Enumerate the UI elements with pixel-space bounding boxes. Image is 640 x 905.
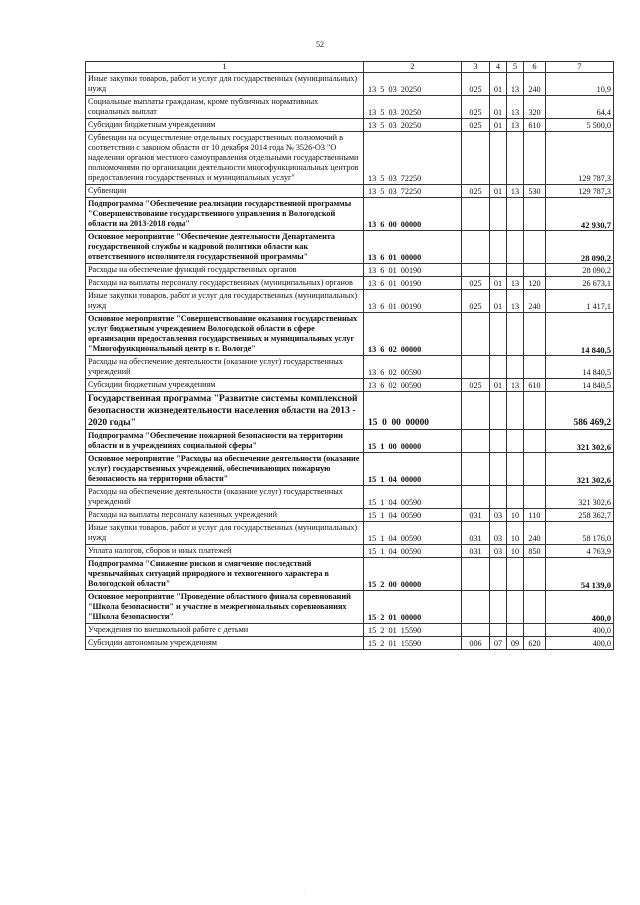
- row-name: Расходы на обеспечение деятельности (оказание услуг) государственных учреждений: [86, 486, 364, 509]
- row-expense-type: [524, 430, 546, 453]
- row-amount: 400,0: [546, 624, 614, 637]
- row-code: 15 2 00 00000: [364, 558, 462, 591]
- row-expense-type: [524, 132, 546, 185]
- row-subsection: [507, 132, 524, 185]
- table-row: [86, 96, 614, 119]
- table-row: [86, 545, 614, 558]
- row-amount: 14 840,5: [546, 313, 614, 356]
- row-subsection: [507, 591, 524, 624]
- row-subsection: [507, 356, 524, 379]
- row-subsection: [507, 231, 524, 264]
- row-code: 15 0 00 00000: [364, 392, 462, 430]
- row-name: Основное мероприятие "Проведение областного финала соревнований "Школа безопасности" и участие в межрегиональных соревнованиях "Школа безопасности": [86, 591, 364, 624]
- row-code: 13 5 03 72250: [364, 132, 462, 185]
- table-row: [86, 231, 614, 264]
- row-amount: 10,9: [546, 73, 614, 96]
- row-grbs: [462, 132, 490, 185]
- row-expense-type: [524, 453, 546, 486]
- row-name: Подпрограмма "Обеспечение пожарной безопасности на территории области и в учреждениях социальной сферы": [86, 430, 364, 453]
- row-section: 03: [490, 509, 507, 522]
- row-code: 13 5 03 20250: [364, 96, 462, 119]
- page-number: 52: [316, 40, 324, 49]
- row-section: 01: [490, 290, 507, 313]
- row-grbs: [462, 591, 490, 624]
- row-code: 15 1 04 00590: [364, 486, 462, 509]
- row-subsection: 13: [507, 119, 524, 132]
- row-name: Основное мероприятие "Расходы на обеспечение деятельности (оказание услуг) государственных учреждений, обеспечивающих пожарную безопасность на территории области": [86, 453, 364, 486]
- row-subsection: [507, 430, 524, 453]
- row-expense-type: [524, 198, 546, 231]
- row-grbs: [462, 624, 490, 637]
- table-row: [86, 264, 614, 277]
- row-amount: 400,0: [546, 637, 614, 650]
- row-name: Учреждения по внешкольной работе с детьми: [86, 624, 364, 637]
- row-expense-type: [524, 486, 546, 509]
- row-name: Подпрограмма "Обеспечение реализации государственной программы "Совершенствование государственного управления в Вологодской области на 2013-2018 годы": [86, 198, 364, 231]
- row-grbs: 025: [462, 277, 490, 290]
- header-cell: 5: [507, 62, 524, 73]
- table-row: [86, 624, 614, 637]
- row-grbs: [462, 430, 490, 453]
- row-amount: 64,4: [546, 96, 614, 119]
- budget-table: [85, 61, 614, 650]
- header-cell: 7: [546, 62, 614, 73]
- row-name: Иные закупки товаров, работ и услуг для государственных (муниципальных) нужд: [86, 290, 364, 313]
- row-grbs: [462, 264, 490, 277]
- table-row: [86, 591, 614, 624]
- row-grbs: 025: [462, 185, 490, 198]
- row-code: 15 2 01 15590: [364, 624, 462, 637]
- row-section: [490, 356, 507, 379]
- table-body: [86, 73, 614, 650]
- row-expense-type: [524, 231, 546, 264]
- row-name: Субсидии бюджетным учреждениям: [86, 379, 364, 392]
- row-name: Субсидии бюджетным учреждениям: [86, 119, 364, 132]
- row-code: 13 6 01 00190: [364, 277, 462, 290]
- row-section: [490, 430, 507, 453]
- table-row: [86, 73, 614, 96]
- row-grbs: 025: [462, 290, 490, 313]
- table-row: [86, 486, 614, 509]
- table-row: [86, 522, 614, 545]
- row-code: 15 1 04 00000: [364, 453, 462, 486]
- row-subsection: [507, 624, 524, 637]
- row-section: [490, 453, 507, 486]
- row-name: Уплата налогов, сборов и иных платежей: [86, 545, 364, 558]
- row-expense-type: [524, 558, 546, 591]
- row-code: 13 6 02 00000: [364, 313, 462, 356]
- table-row: [86, 356, 614, 379]
- row-amount: 321 302,6: [546, 453, 614, 486]
- row-subsection: [507, 558, 524, 591]
- row-subsection: 13: [507, 379, 524, 392]
- row-code: 13 5 03 72250: [364, 185, 462, 198]
- row-section: [490, 313, 507, 356]
- row-code: 13 5 03 20250: [364, 119, 462, 132]
- row-section: 03: [490, 522, 507, 545]
- row-grbs: 025: [462, 73, 490, 96]
- row-amount: 321 302,6: [546, 430, 614, 453]
- row-name: Расходы на обеспечение функций государственных органов: [86, 264, 364, 277]
- row-name: Социальные выплаты гражданам, кроме публичных нормативных социальных выплат: [86, 96, 364, 119]
- row-amount: 14 840,5: [546, 379, 614, 392]
- row-section: [490, 591, 507, 624]
- row-subsection: [507, 264, 524, 277]
- row-amount: 14 840,5: [546, 356, 614, 379]
- row-name: Субсидии автономным учреждениям: [86, 637, 364, 650]
- row-subsection: 10: [507, 509, 524, 522]
- table-row: [86, 119, 614, 132]
- row-section: 01: [490, 119, 507, 132]
- row-expense-type: 320: [524, 96, 546, 119]
- row-grbs: [462, 392, 490, 430]
- row-amount: 26 673,1: [546, 277, 614, 290]
- row-grbs: 025: [462, 96, 490, 119]
- row-grbs: 031: [462, 509, 490, 522]
- row-code: 15 1 00 00000: [364, 430, 462, 453]
- header-cell: 4: [490, 62, 507, 73]
- row-code: 15 1 04 00590: [364, 509, 462, 522]
- row-subsection: 13: [507, 185, 524, 198]
- row-grbs: 031: [462, 522, 490, 545]
- row-subsection: [507, 486, 524, 509]
- row-expense-type: 530: [524, 185, 546, 198]
- row-expense-type: [524, 392, 546, 430]
- row-expense-type: [524, 313, 546, 356]
- row-grbs: 006: [462, 637, 490, 650]
- row-grbs: [462, 453, 490, 486]
- row-name: Государственная программа "Развитие системы комплексной безопасности жизнедеятельности населения области на 2013 - 2020 годы": [86, 392, 364, 430]
- row-section: 01: [490, 277, 507, 290]
- row-amount: 4 763,9: [546, 545, 614, 558]
- row-grbs: [462, 558, 490, 591]
- row-amount: 1 417,1: [546, 290, 614, 313]
- row-expense-type: [524, 356, 546, 379]
- row-grbs: 025: [462, 379, 490, 392]
- row-subsection: 13: [507, 290, 524, 313]
- table-row: [86, 637, 614, 650]
- table-row: [86, 185, 614, 198]
- header-cell: 2: [364, 62, 462, 73]
- row-subsection: 10: [507, 545, 524, 558]
- row-subsection: 10: [507, 522, 524, 545]
- table-row: [86, 392, 614, 430]
- row-expense-type: 120: [524, 277, 546, 290]
- row-code: 13 6 00 00000: [364, 198, 462, 231]
- row-code: 15 2 01 15590: [364, 637, 462, 650]
- row-grbs: [462, 198, 490, 231]
- table-row: [86, 132, 614, 185]
- row-section: 07: [490, 637, 507, 650]
- table-row: [86, 379, 614, 392]
- row-amount: 129 787,3: [546, 185, 614, 198]
- row-code: 13 6 02 00590: [364, 356, 462, 379]
- row-code: 15 2 01 00000: [364, 591, 462, 624]
- row-code: 15 1 04 00590: [364, 545, 462, 558]
- row-grbs: 031: [462, 545, 490, 558]
- row-amount: 54 139,0: [546, 558, 614, 591]
- row-subsection: 09: [507, 637, 524, 650]
- row-section: [490, 264, 507, 277]
- row-expense-type: 610: [524, 119, 546, 132]
- table-row: [86, 290, 614, 313]
- row-subsection: [507, 313, 524, 356]
- row-grbs: [462, 356, 490, 379]
- row-subsection: [507, 453, 524, 486]
- table-row: [86, 509, 614, 522]
- row-section: 01: [490, 379, 507, 392]
- row-name: Субвенции на осуществление отдельных государственных полномочий в соответствии с законом области от 10 декабря 2014 года № 3526-ОЗ "О наделении органов местного самоуправления отдельными государственными полномочиями по организации деятельности многофункциональных центров предоставления государственных и муниципальных услуг": [86, 132, 364, 185]
- table-row: [86, 277, 614, 290]
- row-section: 03: [490, 545, 507, 558]
- page-mark: ·: [304, 891, 306, 896]
- row-code: 13 6 01 00190: [364, 264, 462, 277]
- row-name: Субвенции: [86, 185, 364, 198]
- row-expense-type: 610: [524, 379, 546, 392]
- row-subsection: 13: [507, 73, 524, 96]
- row-expense-type: 240: [524, 522, 546, 545]
- row-section: [490, 231, 507, 264]
- row-expense-type: 620: [524, 637, 546, 650]
- row-section: [490, 392, 507, 430]
- row-code: 15 1 04 00590: [364, 522, 462, 545]
- row-subsection: [507, 392, 524, 430]
- row-name: Расходы на выплаты персоналу государственных (муниципальных) органов: [86, 277, 364, 290]
- row-expense-type: 110: [524, 509, 546, 522]
- row-expense-type: [524, 591, 546, 624]
- row-amount: 58 176,0: [546, 522, 614, 545]
- row-section: 01: [490, 96, 507, 119]
- row-grbs: [462, 313, 490, 356]
- row-section: 01: [490, 185, 507, 198]
- row-amount: 258 362,7: [546, 509, 614, 522]
- row-name: Иные закупки товаров, работ и услуг для государственных (муниципальных) нужд: [86, 73, 364, 96]
- row-name: Иные закупки товаров, работ и услуг для государственных (муниципальных) нужд: [86, 522, 364, 545]
- row-code: 13 5 03 20250: [364, 73, 462, 96]
- table-row: [86, 558, 614, 591]
- row-grbs: [462, 486, 490, 509]
- row-name: Основное мероприятие "Обеспечение деятельности Департамента государственной службы и кадровой политики области как ответственного исполнителя государственной программы": [86, 231, 364, 264]
- row-expense-type: 240: [524, 73, 546, 96]
- row-code: 13 6 01 00000: [364, 231, 462, 264]
- row-code: 13 6 01 00190: [364, 290, 462, 313]
- header-cell: 1: [86, 62, 364, 73]
- row-name: Расходы на выплаты персоналу казенных учреждений: [86, 509, 364, 522]
- row-section: 01: [490, 73, 507, 96]
- row-expense-type: 240: [524, 290, 546, 313]
- row-expense-type: 850: [524, 545, 546, 558]
- header-cell: 3: [462, 62, 490, 73]
- row-code: 13 6 02 00590: [364, 379, 462, 392]
- row-grbs: 025: [462, 119, 490, 132]
- row-section: [490, 132, 507, 185]
- table-row: [86, 430, 614, 453]
- row-amount: 28 090,2: [546, 231, 614, 264]
- row-expense-type: [524, 264, 546, 277]
- row-section: [490, 486, 507, 509]
- row-name: Подпрограмма "Снижение рисков и смягчение последствий чрезвычайных ситуаций природного и техногенного характера в Вологодской области": [86, 558, 364, 591]
- row-amount: 321 302,6: [546, 486, 614, 509]
- table-row: [86, 453, 614, 486]
- table-row: [86, 313, 614, 356]
- row-subsection: 13: [507, 277, 524, 290]
- row-name: Расходы на обеспечение деятельности (оказание услуг) государственных учреждений: [86, 356, 364, 379]
- row-amount: 400,0: [546, 591, 614, 624]
- table-row: [86, 198, 614, 231]
- row-subsection: 13: [507, 96, 524, 119]
- row-expense-type: [524, 624, 546, 637]
- row-amount: 129 787,3: [546, 132, 614, 185]
- row-section: [490, 624, 507, 637]
- row-subsection: [507, 198, 524, 231]
- row-amount: 42 930,7: [546, 198, 614, 231]
- row-amount: 586 469,2: [546, 392, 614, 430]
- row-section: [490, 558, 507, 591]
- row-section: [490, 198, 507, 231]
- header-row: [86, 62, 614, 73]
- row-amount: 5 500,0: [546, 119, 614, 132]
- row-name: Основное мероприятие "Совершенствование оказания государственных услуг бюджетным учреждением Вологодской области в сфере организации предоставления государственных и муниципальных услуг "Многофункциональный центр в г. Вологде": [86, 313, 364, 356]
- row-grbs: [462, 231, 490, 264]
- row-amount: 28 090,2: [546, 264, 614, 277]
- header-cell: 6: [524, 62, 546, 73]
